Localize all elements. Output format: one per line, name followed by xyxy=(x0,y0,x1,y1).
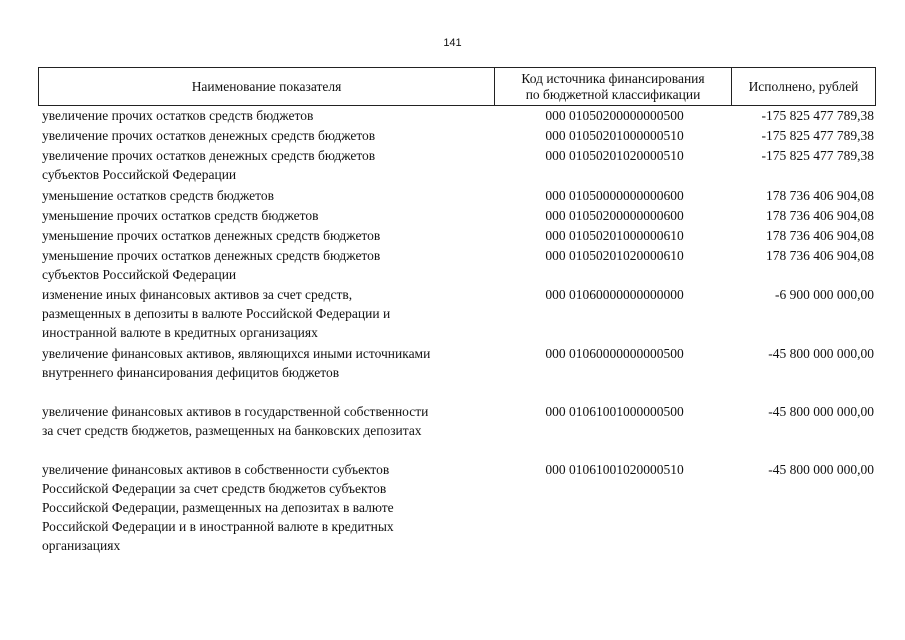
row-name-line: уменьшение прочих остатков средств бюджетов xyxy=(42,208,319,223)
row-amount: -45 800 000 000,00 xyxy=(768,462,874,477)
row-amount: -45 800 000 000,00 xyxy=(768,404,874,419)
row-code: 000 01061001000000500 xyxy=(545,404,684,419)
row-code: 000 01060000000000000 xyxy=(545,287,684,302)
row-name-line: увеличение финансовых активов в государственной собственности xyxy=(42,404,429,419)
row-name-line: субъектов Российской Федерации xyxy=(42,267,237,282)
row-amount: 178 736 406 904,08 xyxy=(766,208,874,223)
row-code: 000 01050200000000500 xyxy=(545,108,684,123)
row-name-line: Российской Федерации, размещенных на депозитах в валюте xyxy=(42,500,394,515)
row-name xyxy=(42,206,497,225)
row-name-line: увеличение прочих остатков денежных средств бюджетов xyxy=(42,148,376,163)
row-amount: -175 825 477 789,38 xyxy=(761,148,874,163)
row-name-line: увеличение финансовых активов, являющихся иными источниками xyxy=(42,346,431,361)
row-name-line: размещенных в депозиты в валюте Российской Федерации и xyxy=(42,306,391,321)
row-name-line: иностранной валюте в кредитных организациях xyxy=(42,325,318,340)
row-name xyxy=(42,460,497,555)
row-name-line: за счет средств бюджетов, размещенных на банковских депозитах xyxy=(42,423,422,438)
row-name xyxy=(42,246,497,284)
row-name-line: увеличение прочих остатков средств бюджетов xyxy=(42,108,314,123)
header-name-cell: Наименование показателя xyxy=(39,68,495,105)
row-code: 000 01050201020000610 xyxy=(545,248,684,263)
row-name xyxy=(42,285,497,342)
row-code: 000 01050201000000610 xyxy=(545,228,684,243)
row-amount: -45 800 000 000,00 xyxy=(768,346,874,361)
header-code-line2: по бюджетной классификации xyxy=(525,86,701,102)
row-code: 000 01050200000000600 xyxy=(545,208,684,223)
row-name xyxy=(42,226,497,245)
row-amount: 178 736 406 904,08 xyxy=(766,228,874,243)
row-name-line: Российской Федерации за счет средств бюджетов субъектов xyxy=(42,481,387,496)
row-amount: -175 825 477 789,38 xyxy=(761,108,874,123)
row-code: 000 01060000000000500 xyxy=(545,346,684,361)
row-code: 000 01050201020000510 xyxy=(545,148,684,163)
row-name-line: уменьшение остатков средств бюджетов xyxy=(42,188,274,203)
page-number: 141 xyxy=(443,37,462,49)
row-amount: 178 736 406 904,08 xyxy=(766,188,874,203)
row-name-line: Российской Федерации и в иностранной валюте в кредитных xyxy=(42,519,394,534)
header-code-line1: Код источника финансирования xyxy=(521,70,705,86)
row-code: 000 01050000000000600 xyxy=(545,188,684,203)
row-name-line: субъектов Российской Федерации xyxy=(42,167,237,182)
row-name xyxy=(42,106,497,125)
row-name-line: организациях xyxy=(42,538,121,553)
row-name xyxy=(42,186,497,205)
row-code: 000 01050201000000510 xyxy=(545,128,684,143)
row-name-line: уменьшение прочих остатков денежных средств бюджетов xyxy=(42,228,381,243)
row-name xyxy=(42,126,497,145)
header-amount-cell: Исполнено, рублей xyxy=(748,78,859,94)
row-name-line: изменение иных финансовых активов за счет средств, xyxy=(42,287,353,302)
row-name-line: увеличение прочих остатков денежных средств бюджетов xyxy=(42,128,376,143)
header-code-cell xyxy=(495,68,732,105)
row-name-line: увеличение финансовых активов в собственности субъектов xyxy=(42,462,390,477)
row-name-line: внутреннего финансирования дефицитов бюджетов xyxy=(42,365,340,380)
table-header xyxy=(38,67,876,106)
row-code: 000 01061001020000510 xyxy=(545,462,684,477)
row-amount: 178 736 406 904,08 xyxy=(766,248,874,263)
row-amount: -6 900 000 000,00 xyxy=(775,287,874,302)
row-amount: -175 825 477 789,38 xyxy=(761,128,874,143)
row-name xyxy=(42,146,497,184)
row-name-line: уменьшение прочих остатков денежных средств бюджетов xyxy=(42,248,381,263)
row-name xyxy=(42,344,497,382)
row-name xyxy=(42,402,497,440)
